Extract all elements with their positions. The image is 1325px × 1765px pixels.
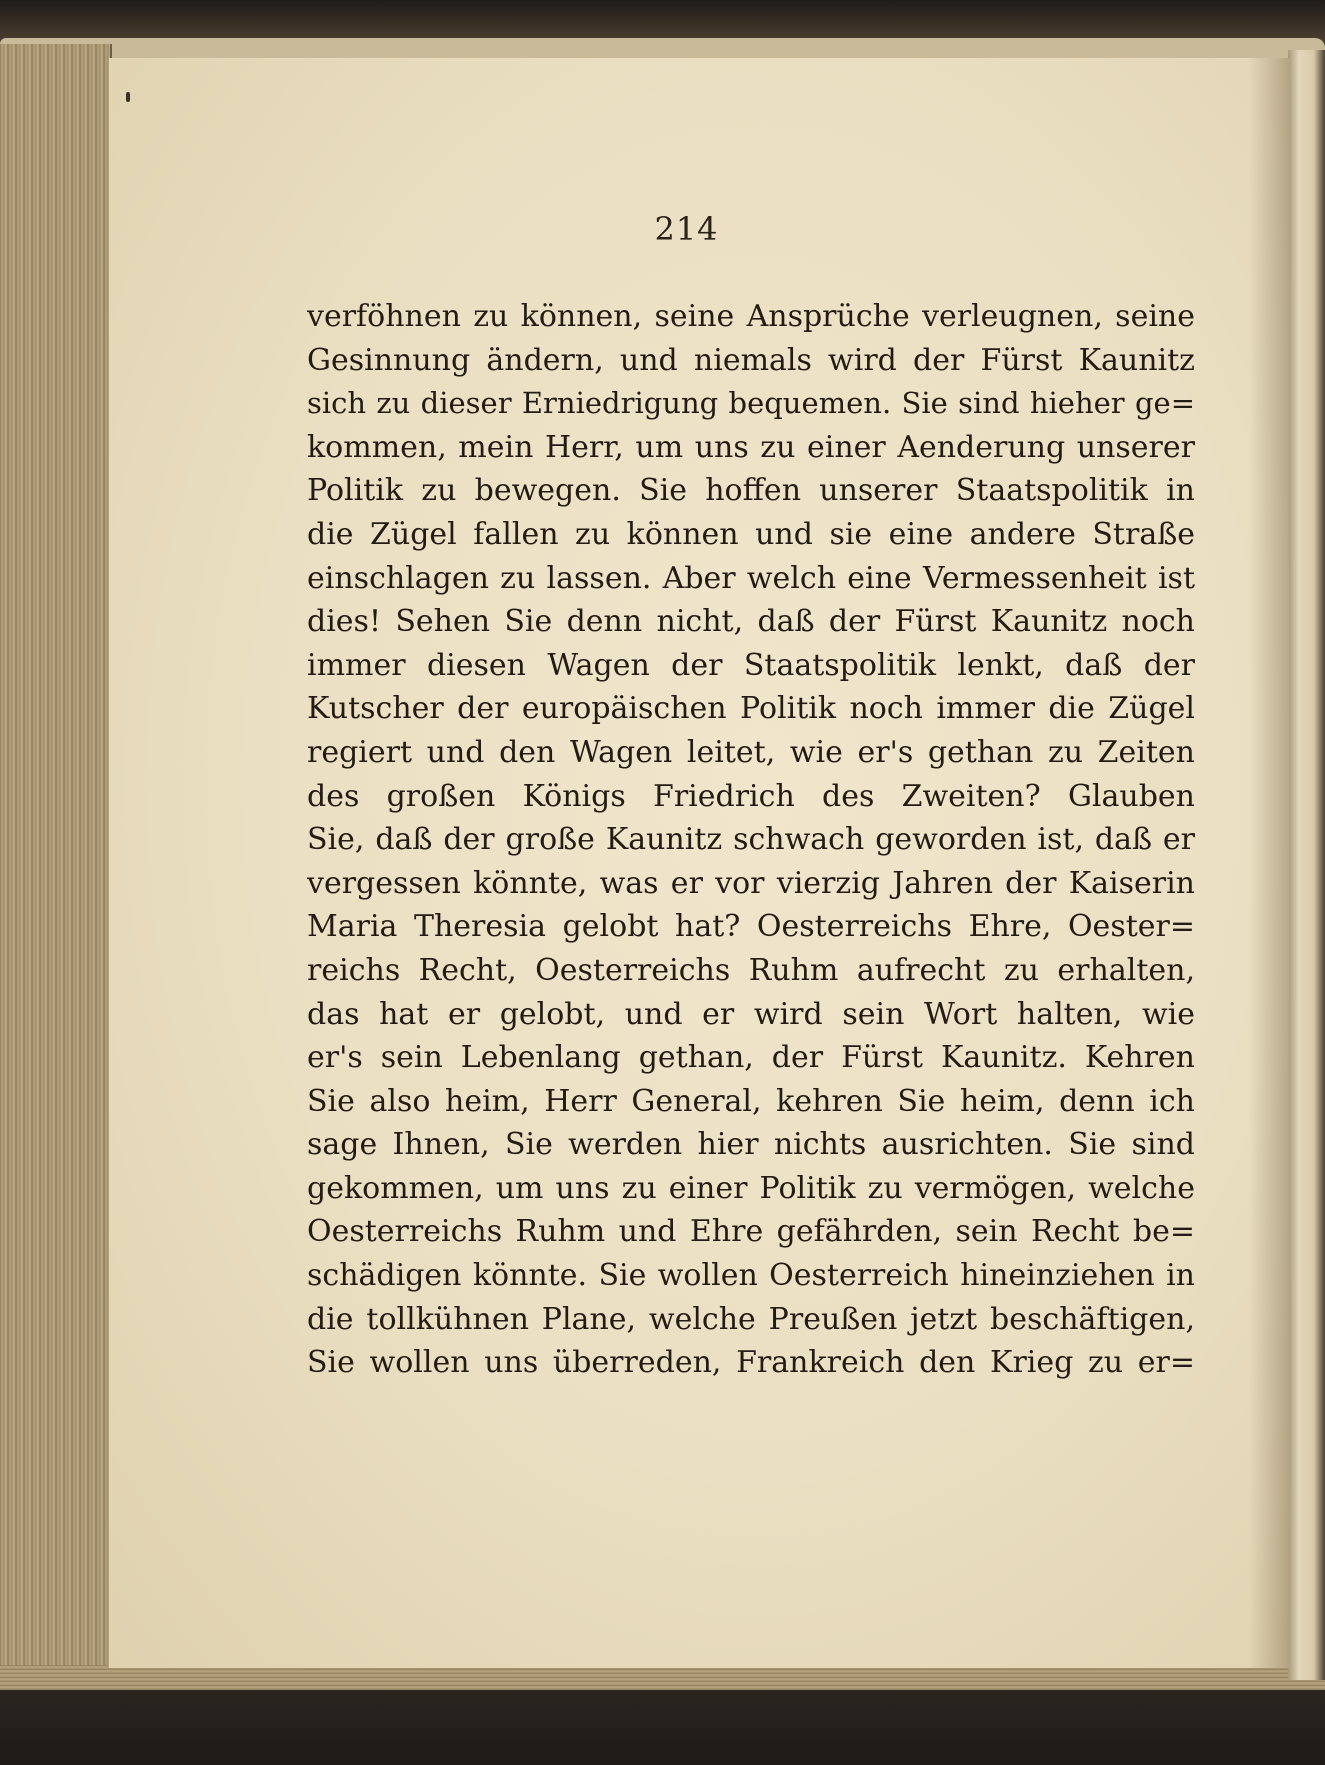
text-line: schädigen könnte. Sie wollen Oesterreich hineinziehen in — [307, 1258, 1195, 1294]
text-line: dies! Sehen Sie denn nicht, daß der Fürst Kaunitz noch — [307, 604, 1195, 640]
text-line: einschlagen zu lassen. Aber welch eine Vermessenheit ist — [307, 560, 1195, 596]
text-line: Sie wollen uns überreden, Frankreich den Krieg zu er= — [307, 1345, 1195, 1381]
text-line: vergessen könnte, was er vor vierzig Jahren der Kaiserin — [307, 865, 1195, 901]
text-line: Kutscher der europäischen Politik noch immer die Zügel — [307, 691, 1195, 727]
page-number: 214 — [654, 210, 719, 248]
text-line: reichs Recht, Oesterreichs Ruhm aufrecht zu erhalten, — [307, 952, 1195, 988]
text-line: Sie also heim, Herr General, kehren Sie heim, denn ich — [307, 1083, 1195, 1119]
body-text — [307, 295, 1195, 1385]
text-line: immer diesen Wagen der Staatspolitik lenkt, daß der — [307, 647, 1195, 683]
text-line: verföhnen zu können, seine Ansprüche verleugnen, seine — [307, 299, 1195, 334]
text-line: Oesterreichs Ruhm und Ehre gefährden, sein Recht be= — [307, 1214, 1195, 1250]
ink-speck — [126, 92, 130, 102]
text-line: er's sein Lebenlang gethan, der Fürst Kaunitz. Kehren — [307, 1040, 1195, 1076]
page-stack-left — [0, 44, 112, 1674]
text-line: gekommen, um uns zu einer Politik zu vermögen, welche — [307, 1170, 1195, 1206]
text-line: das hat er gelobt, und er wird sein Wort halten, wie — [307, 996, 1195, 1032]
text-line: sage Ihnen, Sie werden hier nichts ausrichten. Sie sind — [307, 1127, 1195, 1163]
bottom-shadow — [0, 1690, 1325, 1765]
text-line: Gesinnung ändern, und niemals wird der Fürst Kaunitz — [307, 342, 1195, 378]
page-gutter-shadow — [1249, 58, 1289, 1668]
text-line: die tollkühnen Plane, welche Preußen jetzt beschäftigen, — [307, 1301, 1195, 1337]
text-line: Maria Theresia gelobt hat? Oesterreichs Ehre, Oester= — [307, 909, 1195, 945]
facing-page-edge — [1288, 50, 1325, 1680]
text-line: regiert und den Wagen leitet, wie er's gethan zu Zeiten — [307, 734, 1195, 770]
text-line: sich zu dieser Erniedrigung bequemen. Sie sind hieher ge= — [307, 386, 1195, 421]
text-line: Sie, daß der große Kaunitz schwach geworden ist, daß er — [307, 822, 1195, 858]
text-line: die Zügel fallen zu können und sie eine andere Straße — [307, 516, 1195, 552]
text-line: Politik zu bewegen. Sie hoffen unserer Staatspolitik in — [307, 473, 1195, 509]
text-line: kommen, mein Herr, um uns zu einer Aenderung unserer — [307, 429, 1195, 465]
text-line: des großen Königs Friedrich des Zweiten? Glauben — [307, 778, 1195, 814]
